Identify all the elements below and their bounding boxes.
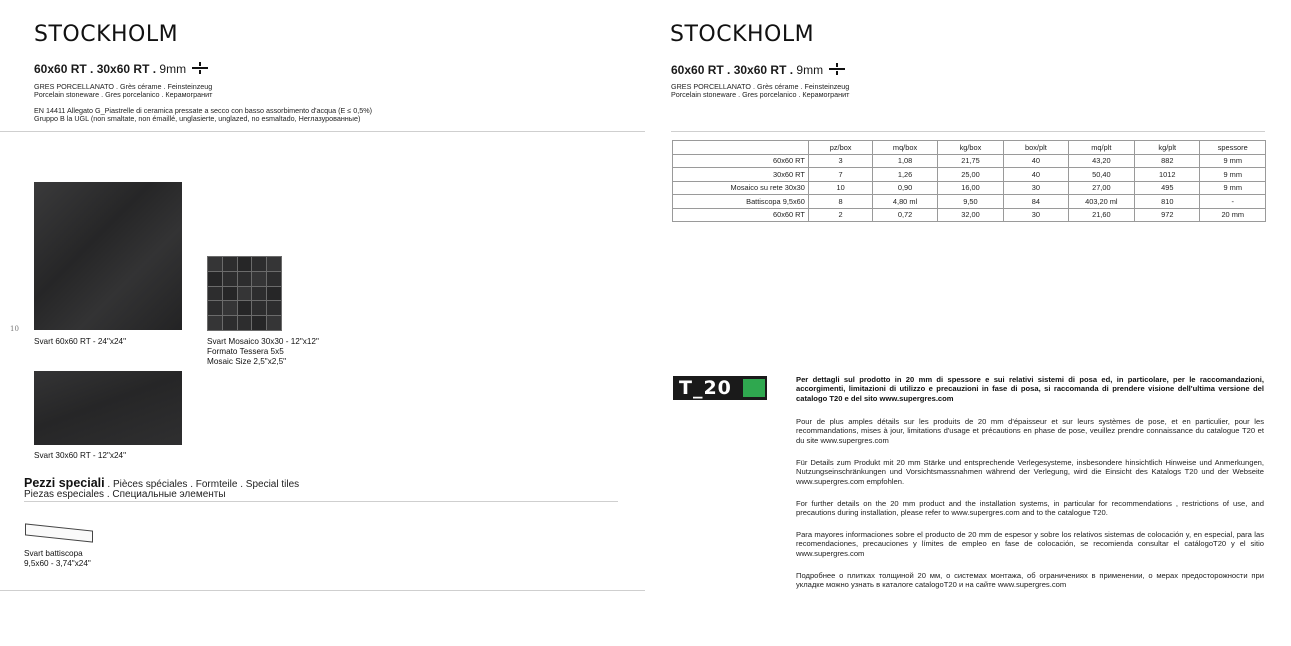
special-pieces-translations: . Pièces spéciales . Formteile . Special tiles [104,479,300,490]
table-cell: 0,72 [873,208,937,222]
t20-text-french: Pour de plus amples détails sur les produits de 20 mm d'épaisseur et sur leurs systèmes de pose, et en particulier, pour les recommandations, mises à jour, limitations d'usage et précautions en phase de pose, veuillez prendre connaissance du catalogue T20 et du site www.supergres.com [796,417,1264,445]
right-material-line-2: Porcelain stoneware . Gres porcelanico . Керамогранит [671,90,850,99]
table-row [673,168,1266,182]
table-cell: Mosaico su rete 30x30 [673,181,809,195]
special-pieces-line-2: Piezas especiales . Специальные элементы [24,489,226,500]
t20-text-spanish: Para mayores informaciones sobre el producto de 20 mm de espesor y sobre los relativos sistemas de colocación y, en especial, para las recomendaciones, precauciones y límites de empleo en fase de colocación, se recomienda consultar el catálogoT20 y el sitio www.supergres.com [796,530,1264,558]
table-header-cell: spessore [1200,141,1266,155]
mosaic-caption-2: Formato Tessera 5x5 [207,347,284,356]
t20-logo-text: T_20 [679,377,732,399]
left-material-line-1: GRES PORCELLANATO . Grès cérame . Feinsteinzeug [34,82,213,91]
table-cell: Battiscopa 9,5x60 [673,195,809,209]
table-header-cell: pz/box [808,141,872,155]
tile-30x60-caption: Svart 30x60 RT - 12"x24" [34,451,126,460]
table-cell: 9 mm [1200,168,1266,182]
left-thickness: 9mm [159,62,187,76]
t20-text-english: For further details on the 20 mm product and the installation systems, in particular for recommendations , restrictions of use, and precautions during installation, please refer to www.supergres.com and to the catalogue T20. [796,499,1264,518]
table-cell: 60x60 RT [673,208,809,222]
page-number: 10 [10,325,19,333]
t20-logo-green-block [743,379,765,397]
special-pieces-divider [24,501,618,502]
table-cell: 882 [1135,154,1200,168]
left-header-divider [0,131,645,132]
table-cell: 810 [1135,195,1200,209]
table-cell: 20 mm [1200,208,1266,222]
table-cell: 40 [1004,154,1068,168]
table-cell: 21,60 [1068,208,1134,222]
table-cell: 9,50 [937,195,1003,209]
t20-text-german: Für Details zum Produkt mit 20 mm Stärke und entsprechende Verlegesysteme, insbesondere hinsichtlich Hinweise und Anmerkungen, Nutzungseinschränkungen und Vorsichtsmassnahmen während der Verlegung, wird die Einsicht des Katalogs T20 und der Webseite www.supergres.com empfohlen. [796,458,1264,486]
table-cell: 21,75 [937,154,1003,168]
table-header-cell: box/plt [1004,141,1068,155]
thickness-icon [192,62,208,74]
table-cell: 972 [1135,208,1200,222]
table-cell: 30 [1004,208,1068,222]
table-cell: 0,90 [873,181,937,195]
table-cell: 16,00 [937,181,1003,195]
table-cell: 1,08 [873,154,937,168]
table-cell: 495 [1135,181,1200,195]
thickness-icon [829,63,845,75]
table-cell: 9 mm [1200,154,1266,168]
table-row [673,181,1266,195]
right-thickness: 9mm [796,63,824,77]
table-cell: 403,20 ml [1068,195,1134,209]
table-header-cell: kg/plt [1135,141,1200,155]
left-sizes: 60x60 RT . 30x60 RT . [34,62,157,76]
table-row [673,154,1266,168]
mosaic-caption-1: Svart Mosaico 30x30 - 12"x12" [207,337,319,346]
left-norm-line-2: Gruppo B la UGL (non smaltate, non émaillé, unglasierte, unglazed, no esmaltado, Неглазурованные) [34,114,361,123]
table-cell: 2 [808,208,872,222]
t20-text-russian: Подробнее о плитках толщиной 20 мм, о системах монтажа, об ограничениях в применении, о мерах предосторожности при укладке можно узнать в каталоге catalogoT20 и на сайте www.supergres.com [796,571,1264,590]
tile-60x60-caption: Svart 60x60 RT - 24"x24" [34,337,126,346]
tile-30x60-image [34,371,182,445]
table-header-cell: kg/box [937,141,1003,155]
table-header-cell: mq/box [873,141,937,155]
mosaic-caption-3: Mosaic Size 2,5"x2,5" [207,357,287,366]
right-material-line-1: GRES PORCELLANATO . Grès cérame . Feinsteinzeug [671,82,850,91]
table-cell: 27,00 [1068,181,1134,195]
table-cell: 1,26 [873,168,937,182]
right-sizes-line [671,63,845,77]
table-cell: 8 [808,195,872,209]
right-header-divider [671,131,1265,132]
table-cell: 43,20 [1068,154,1134,168]
table-header-row [673,141,1266,155]
table-cell: - [1200,195,1266,209]
table-cell: 3 [808,154,872,168]
table-cell: 9 mm [1200,181,1266,195]
tile-60x60-image [34,182,182,330]
special-pieces-heading: Pezzi speciali [24,476,105,490]
left-norm-line-1: EN 14411 Allegato G_Piastrelle di ceramica pressate a secco con basso assorbimento d'acqua (E ≤ 0,5%) [34,106,372,115]
table-cell: 4,80 ml [873,195,937,209]
table-cell: 30x60 RT [673,168,809,182]
table-cell: 32,00 [937,208,1003,222]
table-cell: 50,40 [1068,168,1134,182]
t20-logo [673,376,767,400]
left-material-line-2: Porcelain stoneware . Gres porcelanico . Керамогранит [34,90,213,99]
table-row [673,195,1266,209]
table-cell: 25,00 [937,168,1003,182]
table-header-cell [673,141,809,155]
baseboard-caption-2: 9,5x60 - 3,74"x24" [24,559,91,568]
table-cell: 30 [1004,181,1068,195]
t20-text-italian: Per dettagli sul prodotto in 20 mm di spessore e sui relativi sistemi di posa ed, in particolare, per le raccomandazioni, accorgimenti, limitazioni di utilizzo e precauzioni in fase di posa, si raccomanda di prendere visione dell'ultima versione del catalogo T20 e del sito www.supergres.com [796,375,1264,403]
packaging-table-wrap [672,140,1266,222]
packaging-table [672,140,1266,222]
table-cell: 40 [1004,168,1068,182]
left-page-title: STOCKHOLM [34,22,179,47]
table-header-cell: mq/plt [1068,141,1134,155]
right-sizes: 60x60 RT . 30x60 RT . [671,63,794,77]
table-row [673,208,1266,222]
table-cell: 1012 [1135,168,1200,182]
table-cell: 10 [808,181,872,195]
baseboard-image [25,523,93,542]
left-sizes-line [34,62,208,76]
right-page-title: STOCKHOLM [670,22,815,47]
table-cell: 60x60 RT [673,154,809,168]
mosaic-image [207,256,282,331]
baseboard-caption-1: Svart battiscopa [24,549,83,558]
table-cell: 7 [808,168,872,182]
left-footer-divider [0,590,645,591]
table-cell: 84 [1004,195,1068,209]
